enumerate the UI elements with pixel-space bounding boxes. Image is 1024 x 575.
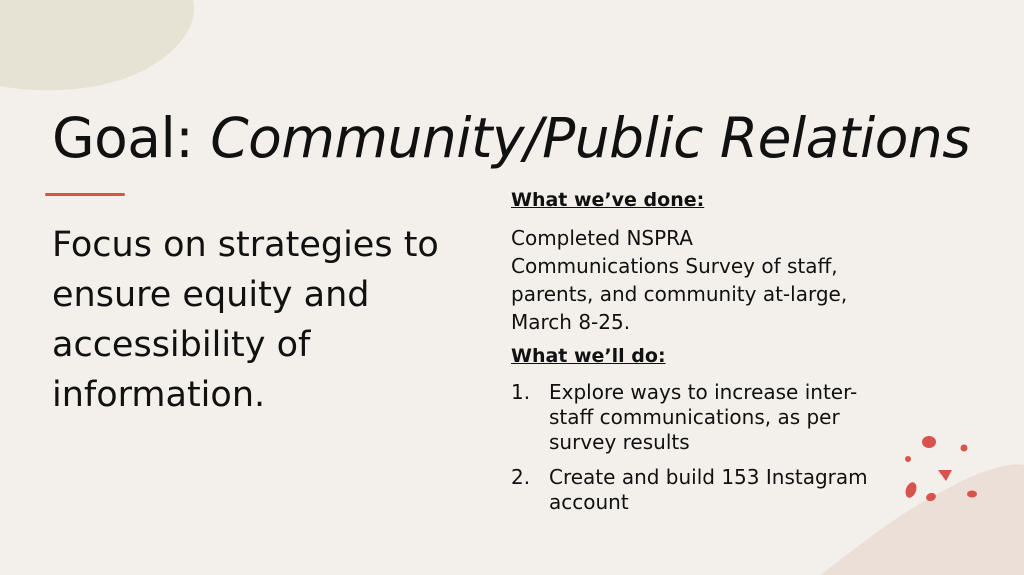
list-item-number: 2.: [511, 465, 531, 489]
done-text: Completed NSPRA Communications Survey of staff, parents, and community at-large, March 8-25.: [511, 226, 848, 334]
title-prefix: Goal:: [52, 106, 211, 170]
list-item-text: Create and build 153 Instagram account: [549, 465, 868, 514]
title-accent-line: [45, 193, 125, 196]
list-item: [511, 380, 911, 455]
done-heading: What we’ve done:: [511, 189, 705, 211]
progress-column: [511, 186, 911, 525]
slide-title: [52, 108, 970, 169]
todo-heading: What we’ll do:: [511, 345, 666, 367]
todo-list: [511, 380, 911, 515]
focus-statement: Focus on strategies to ensure equity and accessibility of information.: [52, 225, 439, 415]
list-item-number: 1.: [511, 380, 531, 404]
list-item: [511, 465, 911, 515]
title-emphasis: Community/Public Relations: [210, 106, 971, 170]
list-item-text: Explore ways to increase inter- staff communications, as per survey results: [549, 380, 858, 454]
